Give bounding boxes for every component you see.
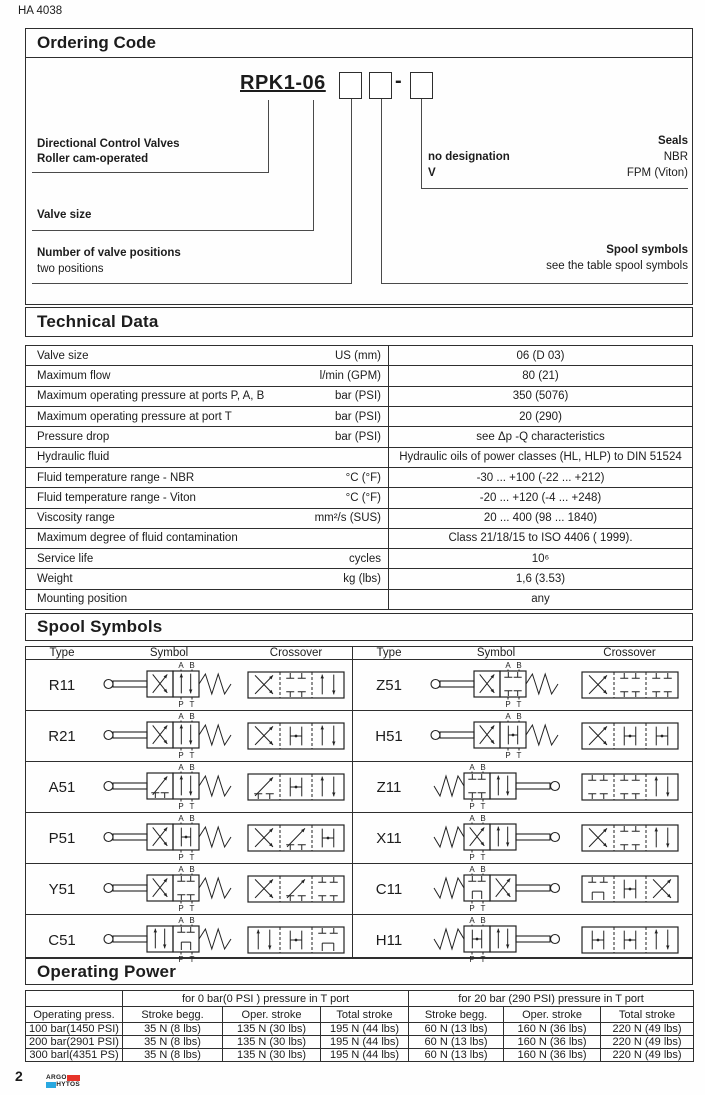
svg-text:T: T	[516, 700, 522, 709]
technical-value: -20 ... +120 (-4 ... +248)	[388, 488, 692, 507]
valve-symbol-graphic	[426, 813, 566, 863]
spool-crossover-cell	[567, 771, 692, 803]
spool-table-row	[26, 660, 352, 711]
valve-symbol-graphic	[426, 711, 566, 761]
spool-symbol-cell	[425, 813, 567, 863]
seals-value: FPM (Viton)	[626, 167, 688, 179]
op-data-cell: 200 bar(2901 PSI)	[26, 1036, 123, 1049]
spool-column-headers	[353, 647, 692, 660]
svg-text:B: B	[189, 916, 195, 925]
technical-unit-label: °C (°F)	[345, 471, 381, 484]
seals-option-row	[428, 167, 688, 179]
svg-text:T: T	[516, 751, 522, 760]
svg-text:A: A	[469, 865, 475, 874]
op-column-header: Operating press.	[26, 1007, 123, 1023]
svg-text:B: B	[189, 661, 195, 670]
op-data-row	[26, 1036, 694, 1049]
ordering-code-title: Ordering Code	[37, 33, 157, 52]
spool-type-label: R11	[48, 676, 76, 694]
svg-text:A: A	[178, 814, 184, 823]
technical-row-left	[26, 448, 388, 467]
label-directional-control-valves	[37, 137, 180, 167]
connector-line	[421, 99, 422, 188]
connector-underline	[32, 172, 269, 173]
spool-table-row	[353, 864, 692, 915]
op-data-cell: 220 N (49 lbs)	[601, 1023, 694, 1036]
spool-type-label: P51	[48, 829, 76, 847]
op-data-cell: 195 N (44 lbs)	[321, 1036, 409, 1049]
technical-table-row	[26, 387, 692, 407]
technical-value: Hydraulic oils of power classes (HL, HLP) to DIN 51524	[388, 448, 692, 467]
argo-hytos-logo	[46, 1074, 80, 1088]
technical-parameter-label: Maximum operating pressure at ports P, A, B	[37, 390, 265, 403]
svg-text:P: P	[505, 700, 511, 709]
spool-crossover-cell	[240, 873, 352, 905]
technical-value: any	[388, 590, 692, 609]
technical-row-left	[26, 529, 388, 548]
seals-code: no designation	[428, 151, 510, 163]
technical-row-left	[26, 407, 388, 426]
spool-crossover-cell	[240, 822, 352, 854]
svg-text:T: T	[189, 955, 195, 964]
op-data-cell: 135 N (30 lbs)	[223, 1049, 321, 1062]
technical-row-left	[26, 387, 388, 406]
valve-crossover-graphic	[244, 720, 348, 752]
document-code: HA 4038	[18, 5, 63, 17]
page-number: 2	[15, 1068, 23, 1084]
technical-table-row	[26, 346, 692, 366]
spool-table-row	[353, 711, 692, 762]
label-spool-symbols-sub: see the table spool symbols	[546, 260, 688, 272]
technical-table-row	[26, 427, 692, 447]
spool-table-right-half	[353, 647, 692, 964]
technical-parameter-label: Mounting position	[37, 593, 128, 606]
spool-symbols-table	[25, 646, 693, 964]
connector-line	[313, 100, 314, 230]
svg-text:T: T	[189, 700, 195, 709]
spool-table-row	[353, 660, 692, 711]
valve-symbol-graphic	[99, 711, 239, 761]
connector-underline	[32, 230, 314, 231]
technical-table-row	[26, 468, 692, 488]
svg-text:T: T	[189, 802, 195, 811]
svg-text:T: T	[480, 853, 486, 862]
op-data-cell: 220 N (49 lbs)	[601, 1036, 694, 1049]
technical-parameter-label: Fluid temperature range - Viton	[37, 491, 196, 504]
technical-parameter-label: Valve size	[37, 349, 89, 362]
svg-text:T: T	[480, 802, 486, 811]
svg-text:A: A	[469, 814, 475, 823]
technical-value: see Δp -Q characteristics	[388, 427, 692, 446]
valve-symbol-graphic	[426, 864, 566, 914]
svg-text:A: A	[505, 712, 511, 721]
spool-symbol-cell	[425, 660, 567, 710]
technical-row-left	[26, 569, 388, 588]
spool-rows-left	[26, 660, 352, 965]
op-data-cell: 300 barl(4351 PS)	[26, 1049, 123, 1062]
svg-text:A: A	[178, 916, 184, 925]
svg-text:P: P	[178, 853, 184, 862]
technical-value: 10⁶	[388, 549, 692, 568]
technical-row-left	[26, 488, 388, 507]
valve-symbol-graphic	[99, 864, 239, 914]
technical-row-left	[26, 468, 388, 487]
svg-text:T: T	[189, 904, 195, 913]
spool-crossover-cell	[567, 924, 692, 956]
connector-underline	[32, 283, 352, 284]
operating-power-title: Operating Power	[37, 961, 177, 981]
column-header-type: Type	[49, 647, 75, 659]
technical-data-header	[25, 307, 693, 337]
spool-type-label: C11	[375, 880, 403, 898]
technical-row-left	[26, 427, 388, 446]
technical-value: 1,6 (3.53)	[388, 569, 692, 588]
technical-value: -30 ... +100 (-22 ... +212)	[388, 468, 692, 487]
op-data-cell: 195 N (44 lbs)	[321, 1023, 409, 1036]
technical-table-row	[26, 569, 692, 589]
spool-table-row	[26, 864, 352, 915]
label-valves-line1: Directional Control Valves	[37, 138, 180, 150]
svg-text:P: P	[505, 751, 511, 760]
connector-line	[351, 99, 352, 283]
spool-column-headers	[26, 647, 352, 660]
op-data-cell: 160 N (36 lbs)	[504, 1049, 601, 1062]
spool-symbol-cell	[98, 864, 240, 914]
op-data-cell: 220 N (49 lbs)	[601, 1049, 694, 1062]
connector-line	[381, 99, 382, 283]
logo-text-argo: ARGO	[46, 1074, 67, 1081]
logo-row-argo	[46, 1074, 80, 1081]
logo-red-block	[67, 1075, 80, 1081]
svg-text:P: P	[178, 700, 184, 709]
valve-crossover-graphic	[244, 669, 348, 701]
spool-rows-right	[353, 660, 692, 965]
svg-text:A: A	[178, 865, 184, 874]
technical-parameter-label: Hydraulic fluid	[37, 451, 110, 464]
technical-table-row	[26, 509, 692, 529]
spool-type-label: X11	[376, 829, 402, 847]
technical-row-left	[26, 590, 388, 609]
op-data-cell: 60 N (13 lbs)	[409, 1049, 504, 1062]
op-data-cell: 60 N (13 lbs)	[409, 1036, 504, 1049]
spool-type-label: Y51	[48, 880, 76, 898]
spool-type-label: A51	[48, 778, 76, 796]
connector-underline	[381, 283, 688, 284]
technical-unit-label: mm²/s (SUS)	[314, 512, 381, 525]
svg-text:A: A	[178, 712, 184, 721]
valve-crossover-graphic	[578, 822, 682, 854]
op-data-cell: 35 N (8 lbs)	[123, 1023, 223, 1036]
op-data-row	[26, 1023, 694, 1036]
technical-table-row	[26, 590, 692, 609]
valve-crossover-graphic	[578, 924, 682, 956]
spool-type-label: H11	[375, 931, 403, 949]
op-data-cell: 195 N (44 lbs)	[321, 1049, 409, 1062]
valve-crossover-graphic	[244, 771, 348, 803]
technical-parameter-label: Fluid temperature range - NBR	[37, 471, 195, 484]
operating-power-header	[25, 958, 693, 985]
technical-table-row	[26, 366, 692, 386]
spool-crossover-cell	[567, 873, 692, 905]
technical-data-title: Technical Data	[37, 312, 159, 331]
op-group-header-20bar: for 20 bar (290 PSI) pressure in T port	[409, 991, 694, 1007]
spool-crossover-cell	[240, 771, 352, 803]
valve-symbol-graphic	[99, 660, 239, 710]
code-box-positions	[339, 72, 362, 99]
op-data-cell: 60 N (13 lbs)	[409, 1023, 504, 1036]
op-data-cell: 35 N (8 lbs)	[123, 1049, 223, 1062]
svg-text:P: P	[469, 955, 475, 964]
column-header-crossover: Crossover	[603, 647, 656, 659]
technical-data-table	[25, 345, 693, 610]
column-header-crossover: Crossover	[269, 647, 323, 659]
spool-symbol-cell	[425, 711, 567, 761]
svg-text:A: A	[469, 916, 475, 925]
code-box-spool	[369, 72, 392, 99]
spool-crossover-cell	[240, 720, 352, 752]
technical-unit-label: °C (°F)	[345, 491, 381, 504]
spool-symbol-cell	[425, 864, 567, 914]
valve-crossover-graphic	[578, 669, 682, 701]
op-column-header: Stroke begg.	[123, 1007, 223, 1023]
spool-type-label: C51	[48, 931, 76, 949]
technical-table-row	[26, 448, 692, 468]
op-data-cell: 35 N (8 lbs)	[123, 1036, 223, 1049]
technical-unit-label: US (mm)	[335, 349, 381, 362]
spool-type-label: H51	[375, 727, 403, 745]
svg-text:B: B	[516, 661, 522, 670]
svg-text:B: B	[189, 865, 195, 874]
technical-parameter-label: Maximum flow	[37, 369, 111, 382]
op-column-header: Stroke begg.	[409, 1007, 504, 1023]
logo-blue-block	[46, 1082, 56, 1088]
op-column-header: Oper. stroke	[504, 1007, 601, 1023]
spool-table-row	[26, 762, 352, 813]
spool-type-label: Z11	[376, 778, 402, 796]
technical-value: Class 21/18/15 to ISO 4406 ( 1999).	[388, 529, 692, 548]
ordering-code-header	[26, 29, 692, 58]
technical-parameter-label: Service life	[37, 552, 94, 565]
spool-crossover-cell	[567, 720, 692, 752]
label-spool-symbols: Spool symbols	[606, 244, 688, 256]
technical-unit-label: cycles	[349, 552, 381, 565]
spool-table-row	[26, 813, 352, 864]
op-data-cell: 160 N (36 lbs)	[504, 1036, 601, 1049]
spool-table-left-half	[26, 647, 353, 964]
svg-text:B: B	[189, 814, 195, 823]
spool-symbol-cell	[98, 762, 240, 812]
svg-text:T: T	[189, 853, 195, 862]
technical-table-row	[26, 529, 692, 549]
spool-type-label: Z51	[376, 676, 402, 694]
technical-value: 350 (5076)	[388, 387, 692, 406]
svg-text:B: B	[480, 916, 486, 925]
svg-text:P: P	[178, 751, 184, 760]
spool-symbols-title: Spool Symbols	[37, 617, 163, 636]
ordering-code-string: RPK1-06	[240, 72, 326, 94]
valve-symbol-graphic	[426, 762, 566, 812]
op-data-cell: 100 bar(1450 PSI)	[26, 1023, 123, 1036]
label-valve-size: Valve size	[37, 209, 92, 221]
technical-unit-label: bar (PSI)	[334, 430, 381, 443]
svg-text:T: T	[480, 955, 486, 964]
valve-crossover-graphic	[578, 720, 682, 752]
svg-text:A: A	[505, 661, 511, 670]
svg-text:T: T	[480, 904, 486, 913]
op-data-cell: 135 N (30 lbs)	[223, 1036, 321, 1049]
label-valve-positions: Number of valve positions	[37, 247, 181, 259]
seals-option-row	[428, 151, 688, 163]
svg-text:B: B	[480, 865, 486, 874]
column-header-symbol: Symbol	[149, 647, 189, 659]
logo-text-hytos: HYTOS	[56, 1081, 80, 1088]
technical-value: 20 ... 400 (98 ... 1840)	[388, 509, 692, 528]
spool-type-label: R21	[48, 727, 76, 745]
svg-text:P: P	[469, 853, 475, 862]
spool-symbol-cell	[98, 711, 240, 761]
code-box-seals	[410, 72, 433, 99]
operating-power-grid	[25, 990, 694, 1062]
technical-table-row	[26, 407, 692, 427]
valve-crossover-graphic	[244, 924, 348, 956]
technical-unit-label: bar (PSI)	[334, 390, 381, 403]
svg-text:P: P	[469, 802, 475, 811]
svg-text:B: B	[189, 712, 195, 721]
valve-symbol-graphic	[99, 762, 239, 812]
technical-parameter-label: Viscosity range	[37, 512, 115, 525]
valve-crossover-graphic	[578, 771, 682, 803]
technical-value: 20 (290)	[388, 407, 692, 426]
technical-value: 06 (D 03)	[388, 346, 692, 365]
svg-text:B: B	[516, 712, 522, 721]
svg-text:A: A	[178, 763, 184, 772]
technical-value: 80 (21)	[388, 366, 692, 385]
label-valves-line2: Roller cam-operated	[37, 153, 149, 165]
technical-row-left	[26, 366, 388, 385]
technical-table-row	[26, 488, 692, 508]
spool-crossover-cell	[240, 924, 352, 956]
spool-table-row	[353, 813, 692, 864]
technical-row-left	[26, 509, 388, 528]
technical-row-left	[26, 549, 388, 568]
seals-code: V	[428, 167, 436, 179]
spool-crossover-cell	[240, 669, 352, 701]
technical-unit-label: bar (PSI)	[334, 410, 381, 423]
op-column-header: Total stroke	[601, 1007, 694, 1023]
column-header-type: Type	[376, 647, 402, 659]
svg-text:P: P	[178, 904, 184, 913]
svg-text:B: B	[480, 814, 486, 823]
op-data-cell: 135 N (30 lbs)	[223, 1023, 321, 1036]
technical-parameter-label: Weight	[37, 573, 73, 586]
spool-symbol-cell	[98, 660, 240, 710]
technical-parameter-label: Maximum operating pressure at port T	[37, 410, 232, 423]
valve-crossover-graphic	[244, 822, 348, 854]
connector-underline	[421, 188, 688, 189]
op-data-row	[26, 1049, 694, 1062]
spool-symbols-header	[25, 613, 693, 641]
valve-crossover-graphic	[578, 873, 682, 905]
technical-row-left	[26, 346, 388, 365]
connector-line	[268, 100, 269, 172]
seals-value: NBR	[663, 151, 688, 163]
spool-table-row	[353, 762, 692, 813]
spool-crossover-cell	[567, 669, 692, 701]
op-blank-cell	[26, 991, 123, 1007]
technical-parameter-label: Maximum degree of fluid contamination	[37, 532, 238, 545]
svg-text:B: B	[480, 763, 486, 772]
technical-unit-label: l/min (GPM)	[319, 369, 381, 382]
svg-text:A: A	[469, 763, 475, 772]
spool-crossover-cell	[567, 822, 692, 854]
op-data-cell: 160 N (36 lbs)	[504, 1023, 601, 1036]
svg-text:P: P	[469, 904, 475, 913]
technical-parameter-label: Pressure drop	[37, 430, 110, 443]
spool-table-row	[26, 711, 352, 762]
label-two-positions: two positions	[37, 263, 104, 275]
technical-table-row	[26, 549, 692, 569]
operating-power-table	[25, 990, 694, 1062]
op-column-header: Oper. stroke	[223, 1007, 321, 1023]
code-separator: -	[395, 70, 402, 92]
valve-crossover-graphic	[244, 873, 348, 905]
svg-text:P: P	[178, 955, 184, 964]
svg-text:P: P	[178, 802, 184, 811]
svg-text:B: B	[189, 763, 195, 772]
technical-unit-label: kg (lbs)	[343, 573, 381, 586]
spool-symbol-cell	[425, 762, 567, 812]
op-column-header: Total stroke	[321, 1007, 409, 1023]
column-header-symbol: Symbol	[476, 647, 516, 659]
op-group-header-0bar: for 0 bar(0 PSI ) pressure in T port	[123, 991, 409, 1007]
spool-symbol-cell	[98, 813, 240, 863]
label-seals: Seals	[657, 135, 688, 147]
logo-row-hytos	[46, 1081, 80, 1088]
valve-symbol-graphic	[99, 813, 239, 863]
svg-text:A: A	[178, 661, 184, 670]
svg-text:T: T	[189, 751, 195, 760]
valve-symbol-graphic	[426, 660, 566, 710]
